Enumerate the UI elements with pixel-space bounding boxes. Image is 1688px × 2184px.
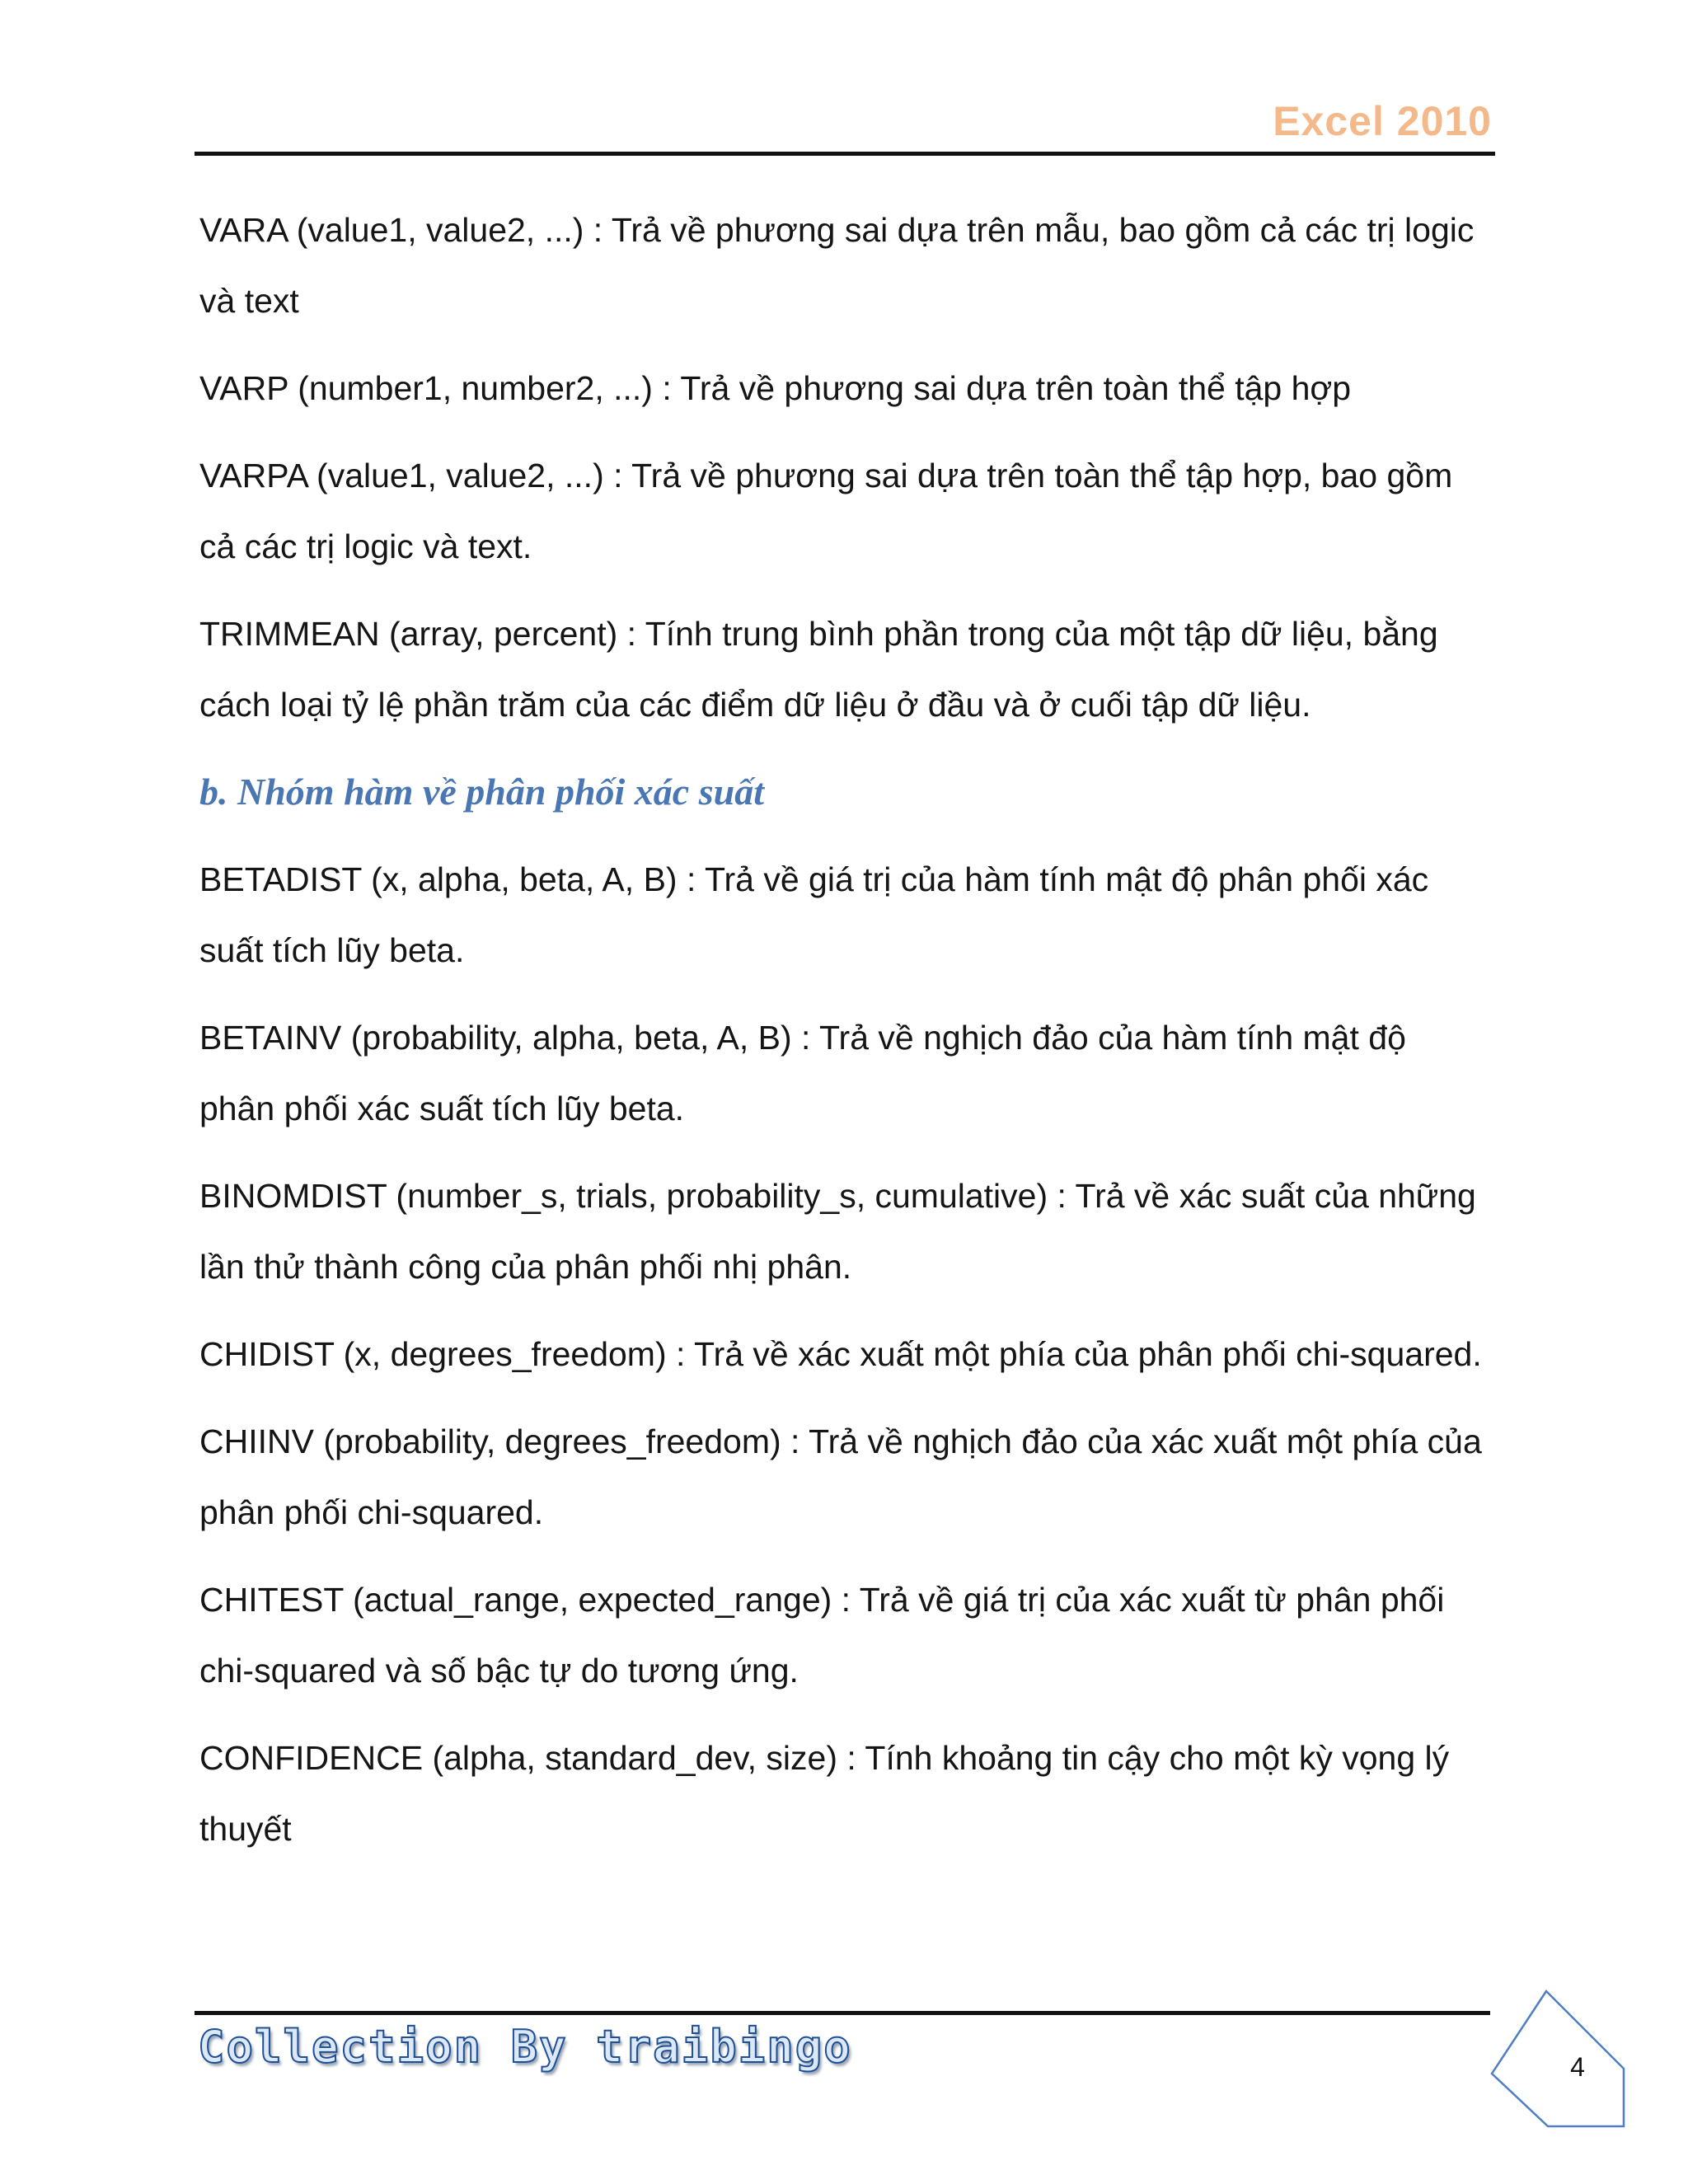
footer-divider	[195, 2011, 1490, 2015]
paragraph-trimmean: TRIMMEAN (array, percent) : Tính trung bình phần trong của một tập dữ liệu, bằng cách loại tỷ lệ phần trăm của các điểm dữ liệu ở đầu và ở cuối tập dữ liệu.	[199, 615, 1438, 724]
paragraph-chidist: CHIDIST (x, degrees_freedom) : Trả về xác xuất một phía của phân phối chi-squared.	[199, 1335, 1482, 1373]
header-divider	[195, 152, 1495, 156]
paragraph-varpa: VARPA (value1, value2, ...) : Trả về phương sai dựa trên toàn thể tập hợp, bao gồm cả các trị logic và text.	[199, 457, 1453, 565]
paragraph-varp: VARP (number1, number2, ...) : Trả về phương sai dựa trên toàn thể tập hợp	[199, 369, 1352, 407]
paragraph-chiinv: CHIINV (probability, degrees_freedom) : Trả về nghịch đảo của xác xuất một phía của phân phối chi-squared.	[199, 1422, 1482, 1531]
paragraph-betainv: BETAINV (probability, alpha, beta, A, B) : Trả về nghịch đảo của hàm tính mật độ phân phối xác suất tích lũy beta.	[199, 1019, 1406, 1127]
document-header-title: Excel 2010	[1273, 98, 1492, 144]
paragraph-chitest: CHITEST (actual_range, expected_range) : Trả về giá trị của xác xuất từ phân phối chi-squared và số bậc tự do tương ứng.	[199, 1581, 1445, 1690]
paragraph-binomdist: BINOMDIST (number_s, trials, probability_s, cumulative) : Trả về xác suất của những lần thử thành công của phân phối nhị phân.	[199, 1177, 1476, 1286]
page-number: 4	[1570, 2052, 1585, 2082]
paragraph-confidence: CONFIDENCE (alpha, standard_dev, size) : Tính khoảng tin cậy cho một kỳ vọng lý thuyết	[199, 1739, 1450, 1848]
section-heading: b. Nhóm hàm về phân phối xác suất	[199, 771, 764, 813]
paragraph-vara: VARA (value1, value2, ...) : Trả về phương sai dựa trên mẫu, bao gồm cả các trị logic và text	[199, 211, 1475, 320]
page-content	[199, 194, 1485, 1881]
footer-credit: Collection By traibingo	[198, 2021, 852, 2073]
paragraph-betadist: BETADIST (x, alpha, beta, A, B) : Trả về giá trị của hàm tính mật độ phân phối xác suất tích lũy beta.	[199, 860, 1429, 969]
